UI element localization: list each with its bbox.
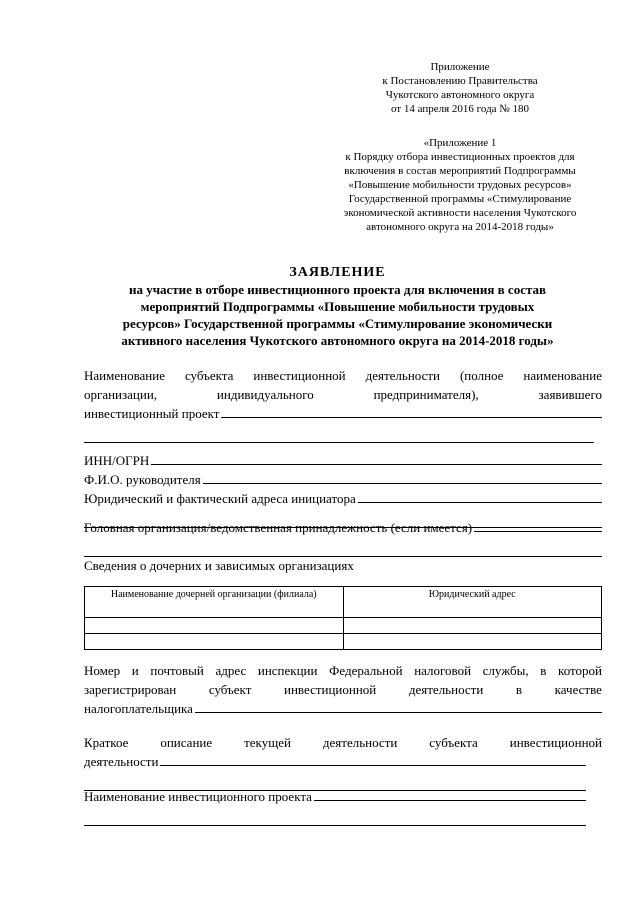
table-cell[interactable] bbox=[85, 618, 344, 634]
fill-line[interactable] bbox=[195, 699, 602, 713]
tax-field[interactable] bbox=[84, 699, 602, 718]
field-label: деятельности bbox=[84, 754, 159, 769]
appendix-line: включения в состав мероприятий Подпрограммы bbox=[344, 165, 576, 177]
title-line: ресурсов» Государственной программы «Стимулирование экономически bbox=[122, 316, 553, 331]
parent-org-section bbox=[84, 518, 602, 557]
head-name-field[interactable] bbox=[84, 470, 602, 489]
project-name-section bbox=[84, 787, 602, 826]
inn-field[interactable] bbox=[84, 451, 602, 470]
field-label: ИНН/ОГРН bbox=[84, 453, 150, 468]
title-line: на участие в отборе инвестиционного проекта для включения в состав bbox=[128, 282, 547, 297]
field-label: Юридический и фактический адреса инициатора bbox=[84, 491, 356, 506]
title-heading: ЗАЯВЛЕНИЕ bbox=[289, 265, 386, 280]
table-row bbox=[85, 618, 602, 634]
justified-line: Номер и почтовый адрес инспекции Федеральной налоговой службы, в которой bbox=[84, 663, 602, 678]
table-row bbox=[85, 634, 602, 650]
justified-line: Наименование субъекта инвестиционной деятельности (полное наименование bbox=[84, 368, 602, 383]
fill-line[interactable] bbox=[221, 404, 602, 418]
justified-line: организации, индивидуального предпринимателя), заявившего bbox=[84, 387, 602, 402]
field-label: Головная организация/ведомственная принадлежность (если имеется) bbox=[84, 520, 473, 535]
field-label: налогоплательщика bbox=[84, 701, 193, 716]
fill-line[interactable] bbox=[474, 518, 602, 532]
appendix-line: к Порядку отбора инвестиционных проектов для bbox=[345, 151, 575, 163]
column-header: Юридический адрес bbox=[343, 587, 602, 618]
project-name-field[interactable] bbox=[84, 787, 586, 806]
table-cell[interactable] bbox=[343, 634, 602, 650]
appendix-line: автономного округа на 2014-2018 годы» bbox=[366, 221, 554, 233]
description-field[interactable] bbox=[84, 752, 586, 771]
parent-org-field[interactable] bbox=[84, 518, 602, 537]
document-title bbox=[60, 264, 615, 349]
appendix-line: «Приложение 1 bbox=[423, 137, 497, 149]
entity-name-field[interactable] bbox=[84, 404, 602, 423]
appendix-header bbox=[300, 60, 620, 116]
subsidiaries-table bbox=[84, 586, 602, 650]
field-label: Сведения о дочерних и зависимых организациях bbox=[84, 558, 354, 573]
column-header: Наименование дочерней организации (филиала) bbox=[85, 587, 344, 618]
tax-section bbox=[84, 661, 602, 718]
appendix-line: Государственной программы «Стимулирование bbox=[348, 193, 572, 205]
subsidiaries-section bbox=[84, 556, 602, 575]
field-label: инвестиционный проект bbox=[84, 406, 220, 421]
table-header-row bbox=[85, 587, 602, 618]
appendix-line: экономической активности населения Чукотского bbox=[343, 207, 577, 219]
table-cell[interactable] bbox=[343, 618, 602, 634]
title-line: мероприятий Подпрограммы «Повышение мобильности трудовых bbox=[140, 299, 535, 314]
description-section bbox=[84, 733, 602, 791]
field-label: Ф.И.О. руководителя bbox=[84, 472, 201, 487]
appendix-subheader bbox=[300, 136, 620, 234]
table-cell[interactable] bbox=[85, 634, 344, 650]
justified-line: зарегистрирован субъект инвестиционной деятельности в качестве bbox=[84, 682, 602, 697]
fill-line[interactable] bbox=[203, 470, 602, 484]
fill-line[interactable] bbox=[84, 806, 586, 826]
requisites-section bbox=[84, 451, 602, 528]
field-label: Наименование инвестиционного проекта bbox=[84, 789, 312, 804]
appendix-line: к Постановлению Правительства bbox=[382, 75, 538, 87]
fill-line[interactable] bbox=[151, 451, 602, 465]
fill-line[interactable] bbox=[160, 752, 586, 766]
appendix-line: Приложение bbox=[430, 61, 490, 73]
address-field[interactable] bbox=[84, 489, 602, 508]
fill-line[interactable] bbox=[358, 489, 602, 503]
justified-line: Краткое описание текущей деятельности субъекта инвестиционной bbox=[84, 735, 602, 750]
appendix-line: «Повышение мобильности трудовых ресурсов» bbox=[348, 179, 572, 191]
title-line: активного населения Чукотского автономного округа на 2014-2018 годы» bbox=[121, 333, 554, 348]
entity-name-section bbox=[84, 366, 602, 443]
fill-line[interactable] bbox=[84, 537, 602, 557]
appendix-line: от 14 апреля 2016 года № 180 bbox=[390, 103, 530, 115]
fill-line[interactable] bbox=[314, 787, 586, 801]
fill-line[interactable] bbox=[84, 423, 594, 443]
appendix-line: Чукотского автономного округа bbox=[385, 89, 535, 101]
